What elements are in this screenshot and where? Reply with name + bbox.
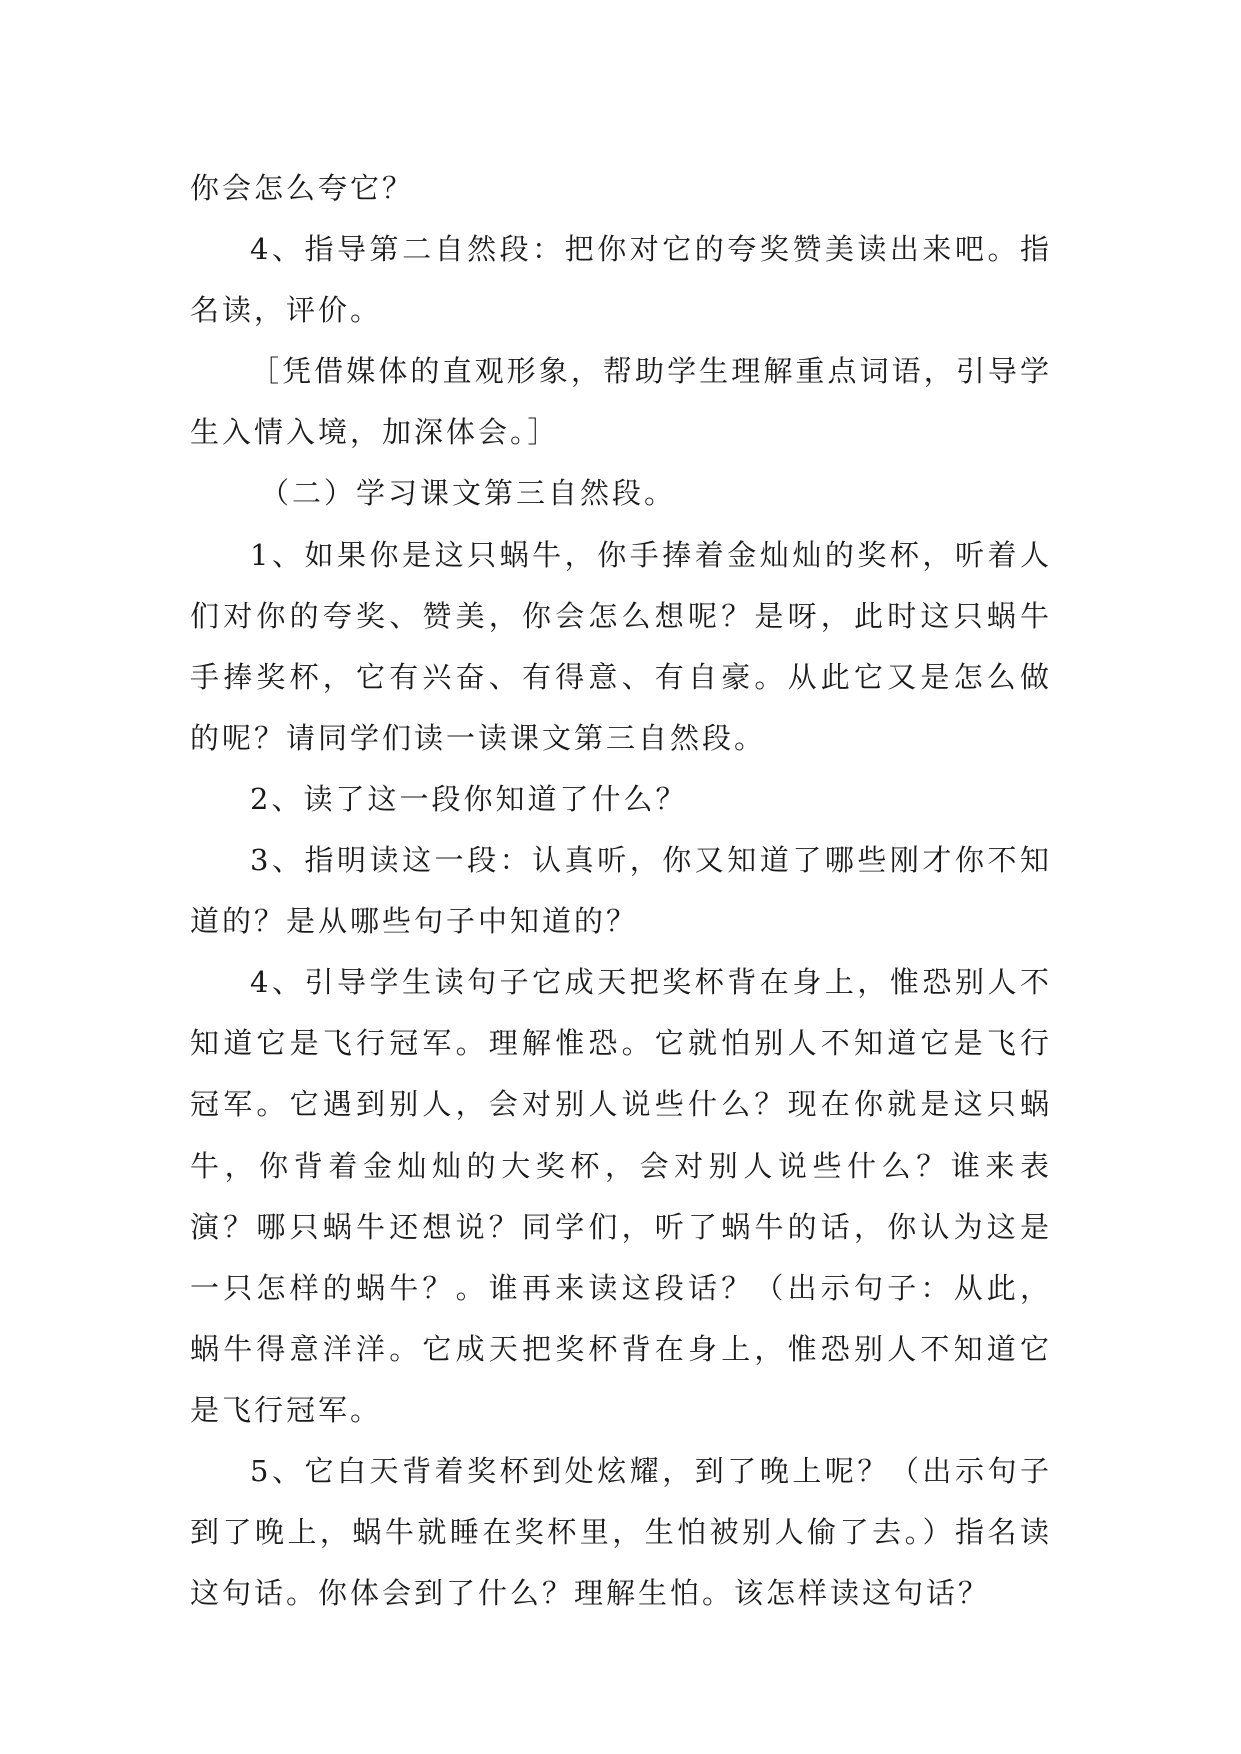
document-body xyxy=(190,158,1052,1624)
paragraph-step-5: 5、它白天背着奖杯到处炫耀，到了晚上呢？（出示句子到了晚上，蜗牛就睡在奖杯里，生怕被别人偷了去。）指名读这句话。你体会到了什么？理解生怕。该怎样读这句话？ xyxy=(190,1453,1052,1611)
paragraph-step-3: 3、指明读这一段：认真听，你又知道了哪些刚才你不知道的？是从哪些句子中知道的？ xyxy=(190,843,1052,939)
paragraph-note: ［凭借媒体的直观形象，帮助学生理解重点词语，引导学生入情入境，加深体会。］ xyxy=(190,354,1052,450)
paragraph-step-4: 4、引导学生读句子它成天把奖杯背在身上，惟恐别人不知道它是飞行冠军。理解惟恐。它就怕别人不知道它是飞行冠军。它遇到别人，会对别人说些什么？现在你就是这只蜗牛，你背着金灿灿的大奖杯，会对别人说些什么？谁来表演？哪只蜗牛还想说？同学们，听了蜗牛的话，你认为这是一只怎样的蜗牛？。谁再来读这段话？（出示句子：从此，蜗牛得意洋洋。它成天把奖杯背在身上，惟恐别人不知道它是飞行冠军。 xyxy=(190,965,1052,1427)
section-heading: （二）学习课文第三自然段。 xyxy=(260,476,677,511)
paragraph-step-1: 1、如果你是这只蜗牛，你手捧着金灿灿的奖杯，听着人们对你的夸奖、赞美，你会怎么想呢？是呀，此时这只蜗牛手捧奖杯，它有兴奋、有得意、有自豪。从此它又是怎么做的呢？请同学们读一读课文第三自然段。 xyxy=(190,537,1052,755)
paragraph-step-4-guide: 4、指导第二自然段：把你对它的夸奖赞美读出来吧。指名读，评价。 xyxy=(190,232,1052,328)
paragraph-continuation: 你会怎么夸它？ xyxy=(190,171,415,205)
paragraph-step-2: 2、读了这一段你知道了什么？ xyxy=(250,781,688,816)
